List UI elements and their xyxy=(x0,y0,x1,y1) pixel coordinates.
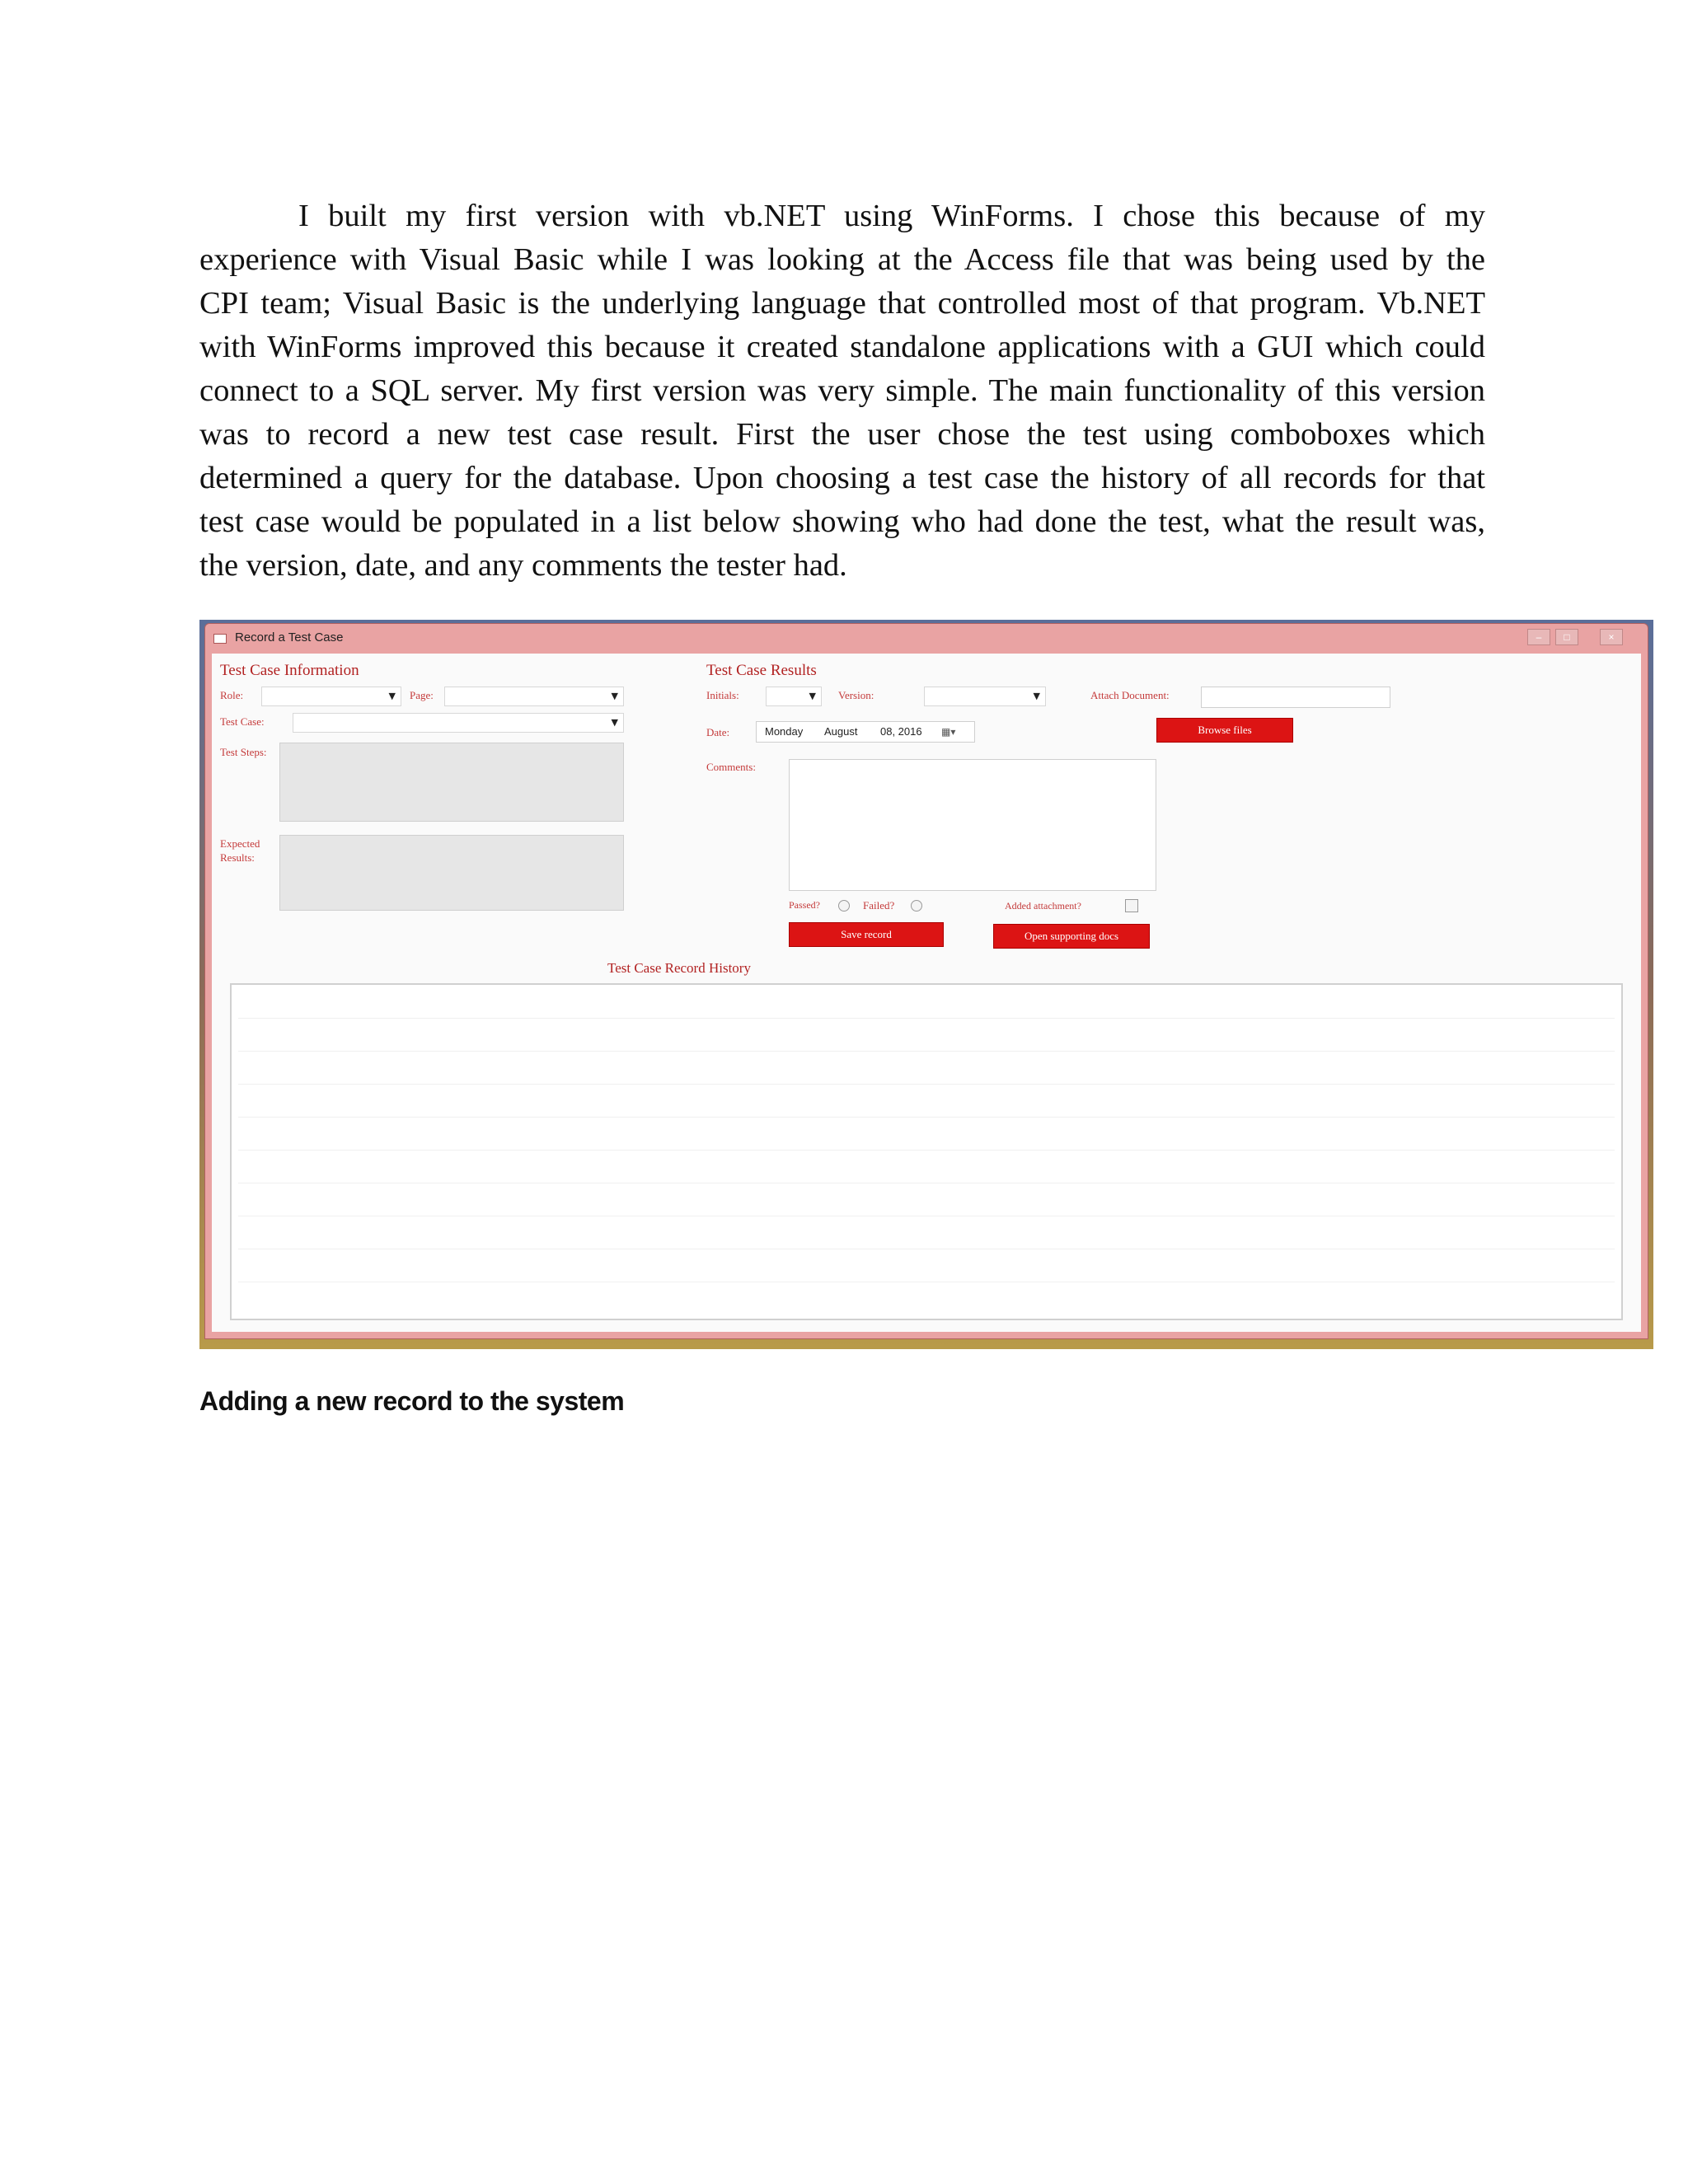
initials-combobox[interactable] xyxy=(766,687,822,706)
open-supporting-docs-button[interactable]: Open supporting docs xyxy=(993,924,1150,949)
test-steps-label: Test Steps: xyxy=(220,746,267,758)
date-day: Monday xyxy=(765,725,804,738)
history-row-divider xyxy=(238,1150,1615,1151)
test-case-label: Test Case: xyxy=(220,715,265,728)
figure-caption: Adding a new record to the system xyxy=(199,1386,625,1416)
failed-label: Failed? xyxy=(863,899,895,912)
expected-results-label: Expected Results: xyxy=(220,837,260,864)
page-label: Page: xyxy=(410,689,434,701)
paragraph-line: CPI team; Visual Basic is the underlying language that controlled most of that program. Vb.NET xyxy=(199,286,1485,321)
paragraph-line: test case would be populated in a list below showing who had done the test, what the result was, xyxy=(199,504,1485,539)
paragraph-line: with WinForms improved this because it created standalone applications with a GUI which could xyxy=(199,330,1485,364)
role-combobox[interactable] xyxy=(261,687,401,706)
paragraph-line: experience with Visual Basic while I was looking at the Access file that was being used by the xyxy=(199,242,1485,277)
added-attachment-checkbox[interactable] xyxy=(1125,899,1138,912)
record-test-case-window xyxy=(204,623,1648,1339)
date-picker[interactable] xyxy=(756,721,975,743)
paragraph-line: the version, date, and any comments the tester had. xyxy=(199,548,847,583)
passed-label: Passed? xyxy=(789,899,820,911)
test-steps-box xyxy=(279,743,624,822)
attach-document-label: Attach Document: xyxy=(1090,689,1170,701)
failed-radio[interactable] xyxy=(911,900,922,912)
date-month: August xyxy=(824,725,858,738)
comments-textbox[interactable] xyxy=(789,759,1156,891)
browse-files-button[interactable]: Browse files xyxy=(1156,718,1293,743)
history-row-divider xyxy=(238,1084,1615,1085)
paragraph-line: was to record a new test case result. First the user chose the test using comboboxes which xyxy=(199,417,1485,452)
title-bar xyxy=(205,624,1648,652)
initials-label: Initials: xyxy=(706,689,739,701)
added-attachment-label: Added attachment? xyxy=(1005,900,1081,912)
dropdown-arrow-icon: ▼ xyxy=(388,691,396,701)
calendar-icon[interactable]: ▦▾ xyxy=(941,726,956,738)
close-button[interactable]: × xyxy=(1600,629,1623,645)
app-screenshot xyxy=(199,620,1653,1349)
test-case-combobox[interactable] xyxy=(293,713,624,733)
attach-document-input[interactable] xyxy=(1201,687,1390,708)
history-row-divider xyxy=(238,1018,1615,1019)
page-combobox[interactable] xyxy=(444,687,624,706)
app-icon xyxy=(213,634,227,644)
window-title: Record a Test Case xyxy=(235,630,344,644)
dropdown-arrow-icon: ▼ xyxy=(611,717,618,728)
paragraph-line: determined a query for the database. Upon choosing a test case the history of all records for that xyxy=(199,461,1485,495)
paragraph-line: I built my first version with vb.NET using WinForms. I chose this because of my xyxy=(298,199,1485,233)
dropdown-arrow-icon: ▼ xyxy=(1033,691,1040,701)
version-combobox[interactable] xyxy=(924,687,1046,706)
results-section-title: Test Case Results xyxy=(706,662,817,679)
expected-results-box xyxy=(279,835,624,911)
paragraph-line: connect to a SQL server. My first version was very simple. The main functionality of this version xyxy=(199,373,1485,408)
role-label: Role: xyxy=(220,689,244,701)
history-title: Test Case Record History xyxy=(607,960,751,976)
date-rest: 08, 2016 xyxy=(880,725,922,738)
minimize-button[interactable]: – xyxy=(1527,629,1550,645)
record-history-list[interactable] xyxy=(230,983,1623,1320)
maximize-button[interactable]: □ xyxy=(1555,629,1578,645)
save-record-button[interactable]: Save record xyxy=(789,922,944,947)
info-section-title: Test Case Information xyxy=(220,662,359,679)
passed-radio[interactable] xyxy=(838,900,850,912)
history-row-divider xyxy=(238,1051,1615,1052)
form-client-area xyxy=(212,654,1641,1332)
dropdown-arrow-icon: ▼ xyxy=(611,691,618,701)
version-label: Version: xyxy=(838,689,874,701)
body-paragraph xyxy=(199,194,1485,588)
history-row-divider xyxy=(238,1117,1615,1118)
date-label: Date: xyxy=(706,726,730,738)
comments-label: Comments: xyxy=(706,761,756,773)
dropdown-arrow-icon: ▼ xyxy=(809,691,816,701)
